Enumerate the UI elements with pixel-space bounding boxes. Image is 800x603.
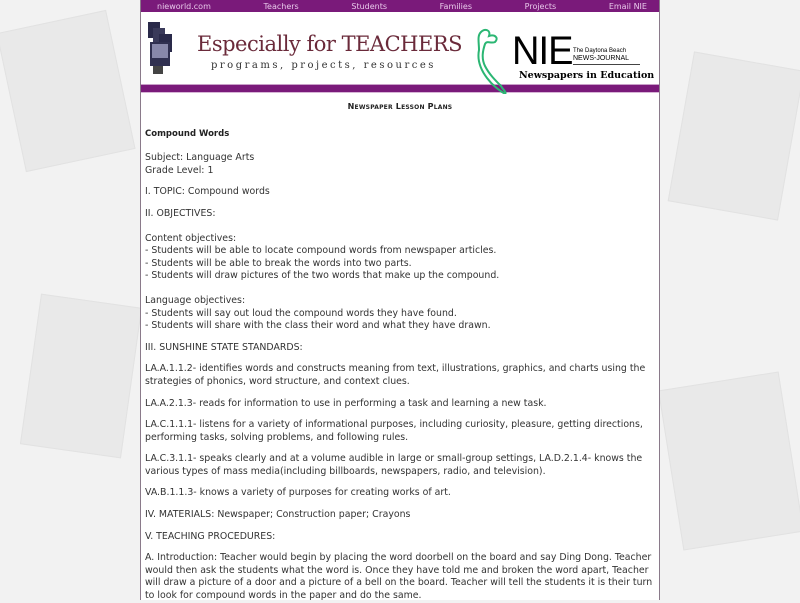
standard-item: LA.C.1.1.1- listens for a variety of informational purposes, including curiosity, pleasure, getting directions, performing tasks, solving problems, and following rules. <box>145 419 643 443</box>
standard-item: LA.C.3.1.1- speaks clearly and at a volume audible in large or small-group settings, LA.D.2.1.4- knows the various types of mass media(including billboards, newspapers, radio, and television). <box>145 453 643 477</box>
newspaper-name <box>573 48 629 62</box>
florida-map-icon <box>475 28 511 94</box>
standard-item: LA.A.2.1.3- reads for information to use in performing a task and learning a new task. <box>145 397 547 409</box>
language-objectives-heading: Language objectives: <box>145 294 246 306</box>
standards-heading: III. SUNSHINE STATE STANDARDS: <box>145 341 303 353</box>
newspaper-name-line2: NEWS-JOURNAL <box>573 55 630 62</box>
stacked-newspapers-icon <box>147 20 181 78</box>
standard-item: VA.B.1.1.3- knows a variety of purposes for creating works of art. <box>145 487 451 499</box>
lesson-grade: Grade Level: 1 <box>145 164 214 176</box>
header-divider-bar <box>141 85 659 93</box>
page-container <box>140 0 660 600</box>
background-newspaper <box>668 51 800 220</box>
nav-link-students[interactable]: Students <box>351 1 388 11</box>
language-objectives <box>145 295 655 333</box>
introduction: A. Introduction: Teacher would begin by placing the word doorbell on the board and say Ding Dong. Teacher would then ask the students what the word is. Once they have told me and broken the word apart, Teacher will draw a picture of a door and a picture of a bell on the board. Teacher will tell the students it is their turn to look for compound words in the paper and do the same. <box>145 552 653 602</box>
page-title: Especially for TEACHERS <box>197 32 462 56</box>
background-newspaper <box>658 371 800 550</box>
lesson-subject: Subject: Language Arts <box>145 152 255 164</box>
nie-logo: NIE <box>512 29 573 73</box>
list-item: - Students will draw pictures of the two words that make up the compound. <box>145 270 500 282</box>
background-newspaper <box>20 294 142 459</box>
list-item: - Students will share with the class their word and what they have drawn. <box>145 320 491 332</box>
objectives-heading: II. OBJECTIVES: <box>145 207 216 219</box>
materials: IV. MATERIALS: Newspaper; Construction paper; Crayons <box>145 509 411 521</box>
content-objectives <box>145 233 655 283</box>
nav-link-nieworld[interactable]: nieworld.com <box>157 1 211 11</box>
background-newspaper <box>0 10 136 172</box>
list-item: - Students will be able to break the words into two parts. <box>145 257 412 269</box>
section-title: Newspaper Lesson Plans <box>347 102 453 111</box>
nav-link-teachers[interactable]: Teachers <box>263 1 299 11</box>
list-item: - Students will be able to locate compound words from newspaper articles. <box>145 245 497 257</box>
lesson-title: Compound Words <box>145 128 230 139</box>
page-header <box>141 12 659 85</box>
nie-tagline: Newspapers in Education <box>519 70 655 81</box>
logo-divider <box>573 64 640 65</box>
page-subtitle: programs, projects, resources <box>211 60 436 71</box>
nav-link-email-nie[interactable]: Email NIE <box>608 1 647 11</box>
content-objectives-heading: Content objectives: <box>145 232 237 244</box>
nav-link-families[interactable]: Families <box>439 1 472 11</box>
procedures-heading: V. TEACHING PROCEDURES: <box>145 530 276 542</box>
newspaper-name-line1: The Daytona Beach <box>573 48 627 54</box>
lesson-topic: I. TOPIC: Compound words <box>145 186 270 198</box>
standard-item: LA.A.1.1.2- identifies words and constructs meaning from text, illustrations, graphics, and charts using the strategies of phonics, word structure, and context clues. <box>145 363 646 387</box>
lesson-meta <box>145 152 655 177</box>
lesson-content <box>141 101 659 603</box>
nav-link-projects[interactable]: Projects <box>524 1 557 11</box>
top-nav <box>141 0 659 12</box>
list-item: - Students will say out loud the compound words they have found. <box>145 307 457 319</box>
